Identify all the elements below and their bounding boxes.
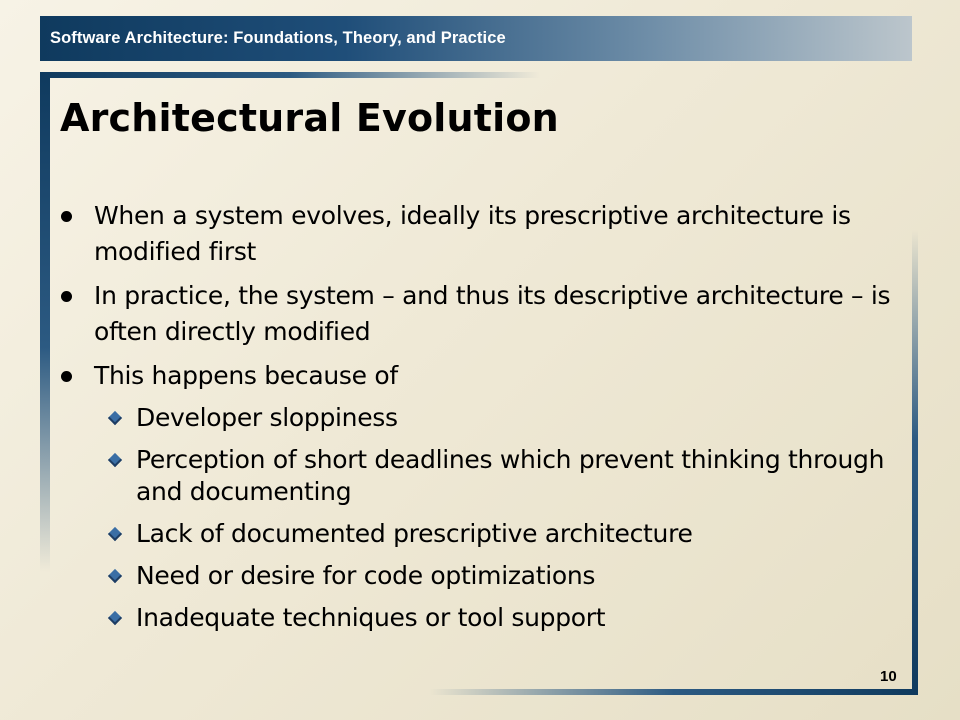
- page-title: Architectural Evolution: [60, 96, 559, 140]
- sub-bullet-text: Perception of short deadlines which prevent thinking through and documenting: [136, 445, 885, 506]
- bullet-item: [60, 358, 900, 634]
- sub-bullet-item: [100, 560, 900, 592]
- sub-bullet-item: [100, 402, 900, 434]
- sub-bullet-list: [100, 402, 900, 634]
- sub-bullet-text: Developer sloppiness: [136, 403, 398, 432]
- bullet-text: When a system evolves, ideally its prescriptive architecture is modified first: [94, 201, 851, 266]
- diamond-bullet-icon: [108, 611, 122, 625]
- diamond-bullet-icon: [108, 453, 122, 467]
- diamond-bullet-icon: [108, 569, 122, 583]
- bullet-item: [60, 198, 900, 270]
- round-dot-bullet-icon: [61, 291, 72, 302]
- sub-bullet-item: [100, 444, 900, 508]
- bullet-text: This happens because of: [94, 361, 398, 390]
- page-number: 10: [880, 668, 897, 685]
- round-dot-bullet-icon: [61, 371, 72, 382]
- bullet-item: [60, 278, 900, 350]
- bullet-list: [60, 198, 900, 644]
- round-dot-bullet-icon: [61, 211, 72, 222]
- diamond-bullet-icon: [108, 527, 122, 541]
- frame-top-border: [40, 72, 540, 78]
- frame-left-border: [40, 72, 50, 572]
- header-title: Software Architecture: Foundations, Theory, and Practice: [50, 29, 506, 47]
- frame-right-border: [912, 230, 918, 695]
- diamond-bullet-icon: [108, 411, 122, 425]
- bullet-text: In practice, the system – and thus its descriptive architecture – is often directly modified: [94, 281, 891, 346]
- sub-bullet-text: Inadequate techniques or tool support: [136, 603, 606, 632]
- sub-bullet-text: Need or desire for code optimizations: [136, 561, 596, 590]
- sub-bullet-item: [100, 602, 900, 634]
- frame-bottom-border: [430, 689, 918, 695]
- sub-bullet-text: Lack of documented prescriptive architecture: [136, 519, 693, 548]
- sub-bullet-item: [100, 518, 900, 550]
